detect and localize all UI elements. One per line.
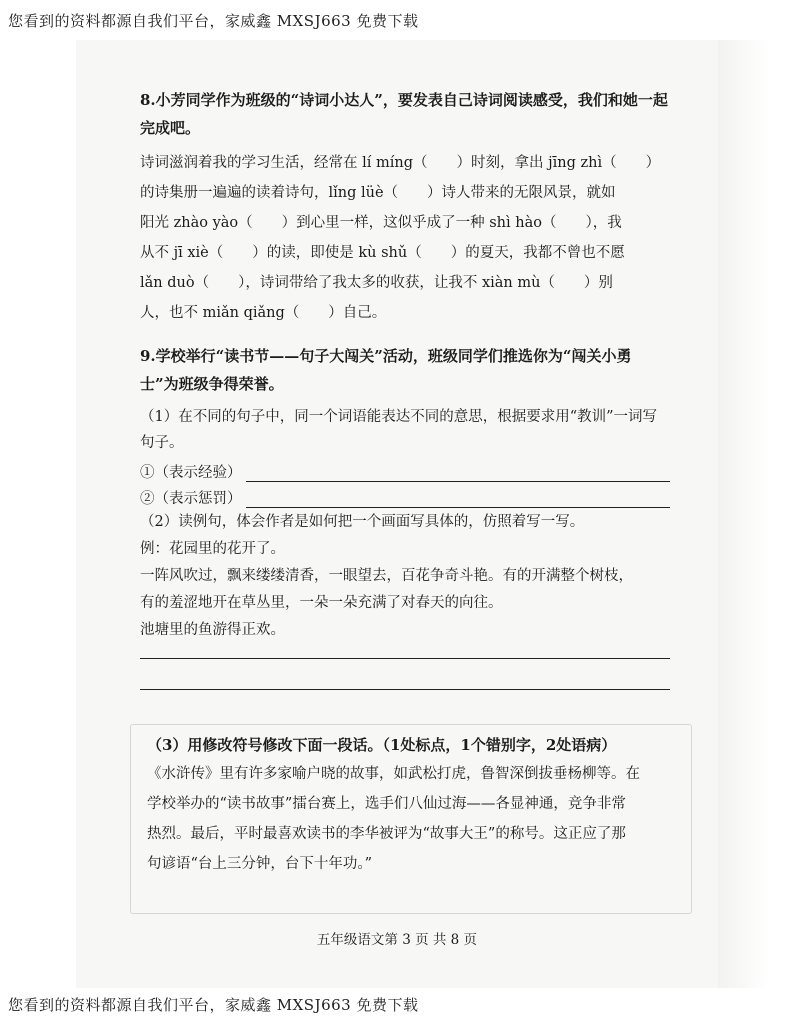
q8-line: 阳光 zhào yào（ ）到心里一样，这似乎成了一种 shì hào（ ），我 — [140, 215, 622, 231]
q9-part2-text: 有的羞涩地开在草丛里，一朵一朵充满了对春天的向往。 — [140, 595, 503, 611]
answer-line[interactable] — [140, 675, 670, 690]
page-footer: 五年级语文第 3 页 共 8 页 — [316, 932, 478, 948]
q9-part3-line: 《水浒传》里有许多家喻户晓的故事，如武松打虎，鲁智深倒拔垂杨柳等。在 — [147, 766, 640, 782]
q8-line: 人，也不 miǎn qiǎng（ ）自己。 — [140, 305, 387, 321]
answer-line[interactable] — [246, 489, 671, 508]
q9-part1-a-label: ①（表示经验） — [140, 465, 242, 481]
q9-part3-line: 热烈。最后，平时最喜欢读书的李华被评为“故事大王”的称号。这正应了那 — [147, 826, 626, 842]
watermark-top: 您看到的资料都源自我们平台，家威鑫 MXSJ663 免费下载 — [8, 12, 419, 30]
question-9-title: 9.学校举行“读书节——句子大闯关”活动，班级同学们推选你为“闯关小勇士”为班级争得荣誉。 — [140, 347, 632, 393]
q8-line: lǎn duò（ ），诗词带给了我太多的收获，让我不 xiàn mù（ ）别 — [140, 275, 613, 291]
q9-part3-line: 句谚语“台上三分钟，台下十年功。” — [147, 856, 373, 872]
q9-part2-prompt: 池塘里的鱼游得正欢。 — [140, 622, 285, 638]
watermark-bottom: 您看到的资料都源自我们平台，家威鑫 MXSJ663 免费下载 — [8, 996, 419, 1014]
q9-part2-example: 例：花园里的花开了。 — [140, 541, 285, 557]
answer-line[interactable] — [246, 463, 671, 482]
q8-line: 从不 jī xiè（ ）的读，即使是 kù shǔ（ ）的夏天，我都不曾也不愿 — [140, 245, 625, 261]
q9-part1-b-label: ②（表示惩罚） — [140, 491, 242, 507]
q9-part2-title: （2）读例句，体会作者是如何把一个画面写具体的，仿照着写一写。 — [140, 514, 585, 530]
scan-edge-shadow — [718, 40, 768, 988]
q9-part1-b-row — [140, 482, 670, 508]
exam-content — [140, 86, 670, 690]
q9-part2-text: 一阵风吹过，飘来缕缕清香，一眼望去，百花争奇斗艳。有的开满整个树枝， — [140, 568, 633, 584]
q9-part1-title: （1）在不同的句子中，同一个词语能表达不同的意思，根据要求用“教训”一词写句子。 — [140, 409, 658, 451]
q9-part1-a-row — [140, 456, 670, 482]
q9-part3-line: 学校举办的“读书故事”擂台赛上，选手们八仙过海——各显神通，竞争非常 — [147, 796, 626, 812]
q8-line: 的诗集册一遍遍的读着诗句，lǐng lüè（ ）诗人带来的无限风景，就如 — [140, 185, 616, 201]
answer-line[interactable] — [140, 644, 670, 659]
question-8-title: 8.小芳同学作为班级的“诗词小达人”，要发表自己诗词阅读感受，我们和她一起完成吧。 — [140, 91, 668, 137]
q9-part3-title: （3）用修改符号修改下面一段话。（1处标点，1个错别字，2处语病） — [147, 736, 617, 754]
q8-line: 诗词滋润着我的学习生活，经常在 lí míng（ ）时刻，拿出 jīng zhì（ ） — [140, 155, 661, 171]
q9-part3-box — [130, 724, 692, 914]
question-8-passage — [140, 148, 670, 328]
